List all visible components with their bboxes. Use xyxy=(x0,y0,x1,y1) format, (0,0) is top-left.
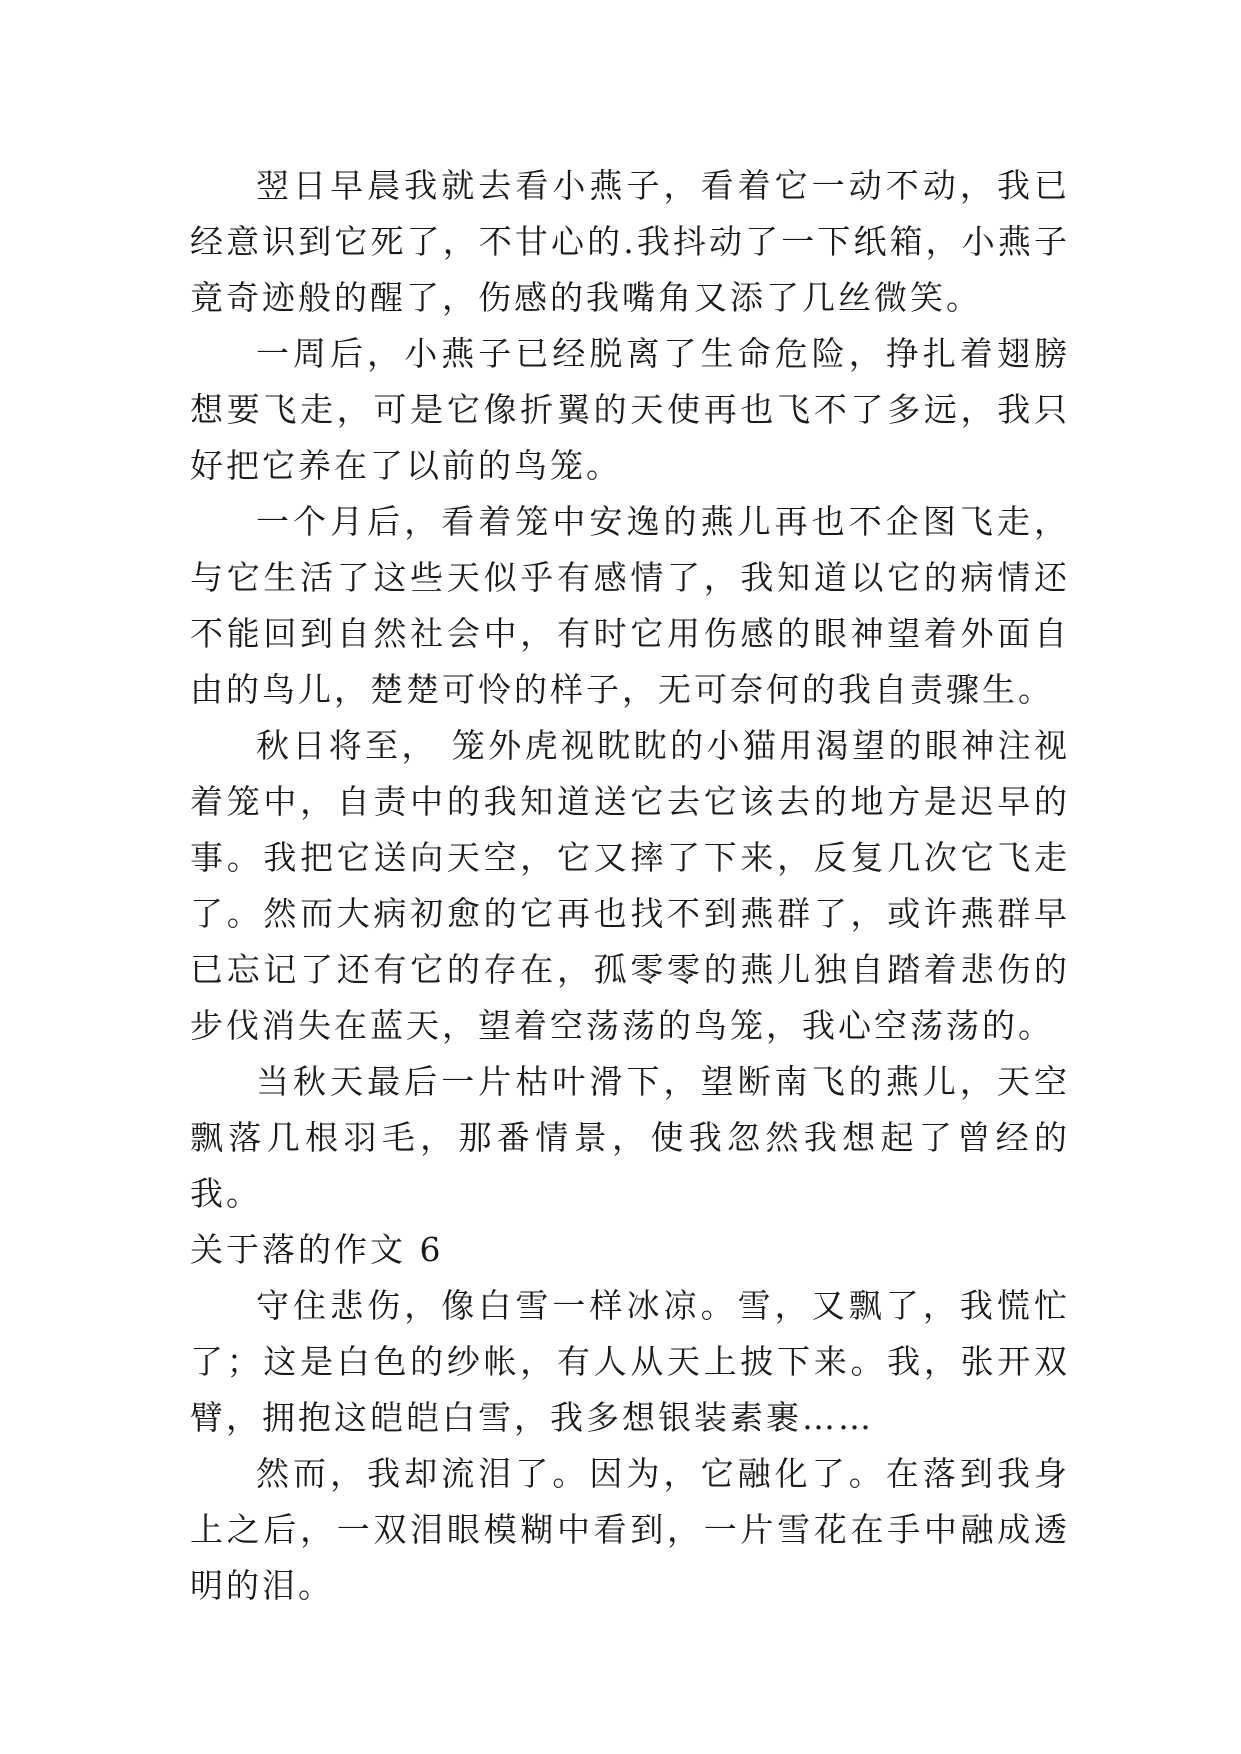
paragraph: 翌日早晨我就去看小燕子，看着它一动不动，我已经意识到它死了，不甘心的.我抖动了一下纸箱，小燕子竟奇迹般的醒了，伤感的我嘴角又添了几丝微笑。 xyxy=(190,166,1070,317)
paragraph: 一个月后，看着笼中安逸的燕儿再也不企图飞走，与它生活了这些天似乎有感情了，我知道以它的病情还不能回到自然社会中，有时它用伤感的眼神望着外面自由的鸟儿，楚楚可怜的样子，无可奈何的我自责骤生。 xyxy=(190,502,1070,709)
paragraph: 守住悲伤，像白雪一样冰凉。雪，又飘了，我慌忙了；这是白色的纱帐，有人从天上披下来。我，张开双臂，拥抱这皑皑白雪，我多想银装素裹…… xyxy=(190,1286,1070,1437)
paragraph: 然而，我却流泪了。因为，它融化了。在落到我身上之后，一双泪眼模糊中看到，一片雪花在手中融成透明的泪。 xyxy=(190,1454,1070,1605)
paragraph: 秋日将至， 笼外虎视眈眈的小猫用渴望的眼神注视着笼中，自责中的我知道送它去它该去的地方是迟早的事。我把它送向天空，它又摔了下来，反复几次它飞走了。然而大病初愈的它再也找不到燕群了，或许燕群早已忘记了还有它的存在，孤零零的燕儿独自踏着悲伤的步伐消失在蓝天，望着空荡荡的鸟笼，我心空荡荡的。 xyxy=(190,726,1070,1045)
section-title: 关于落的作文 6 xyxy=(190,1230,444,1269)
document-body xyxy=(190,158,1070,1614)
paragraph: 一周后，小燕子已经脱离了生命危险，挣扎着翅膀想要飞走，可是它像折翼的天使再也飞不了多远，我只好把它养在了以前的鸟笼。 xyxy=(190,334,1070,485)
paragraph: 当秋天最后一片枯叶滑下，望断南飞的燕儿，天空飘落几根羽毛，那番情景，使我忽然我想起了曾经的我。 xyxy=(190,1062,1070,1213)
